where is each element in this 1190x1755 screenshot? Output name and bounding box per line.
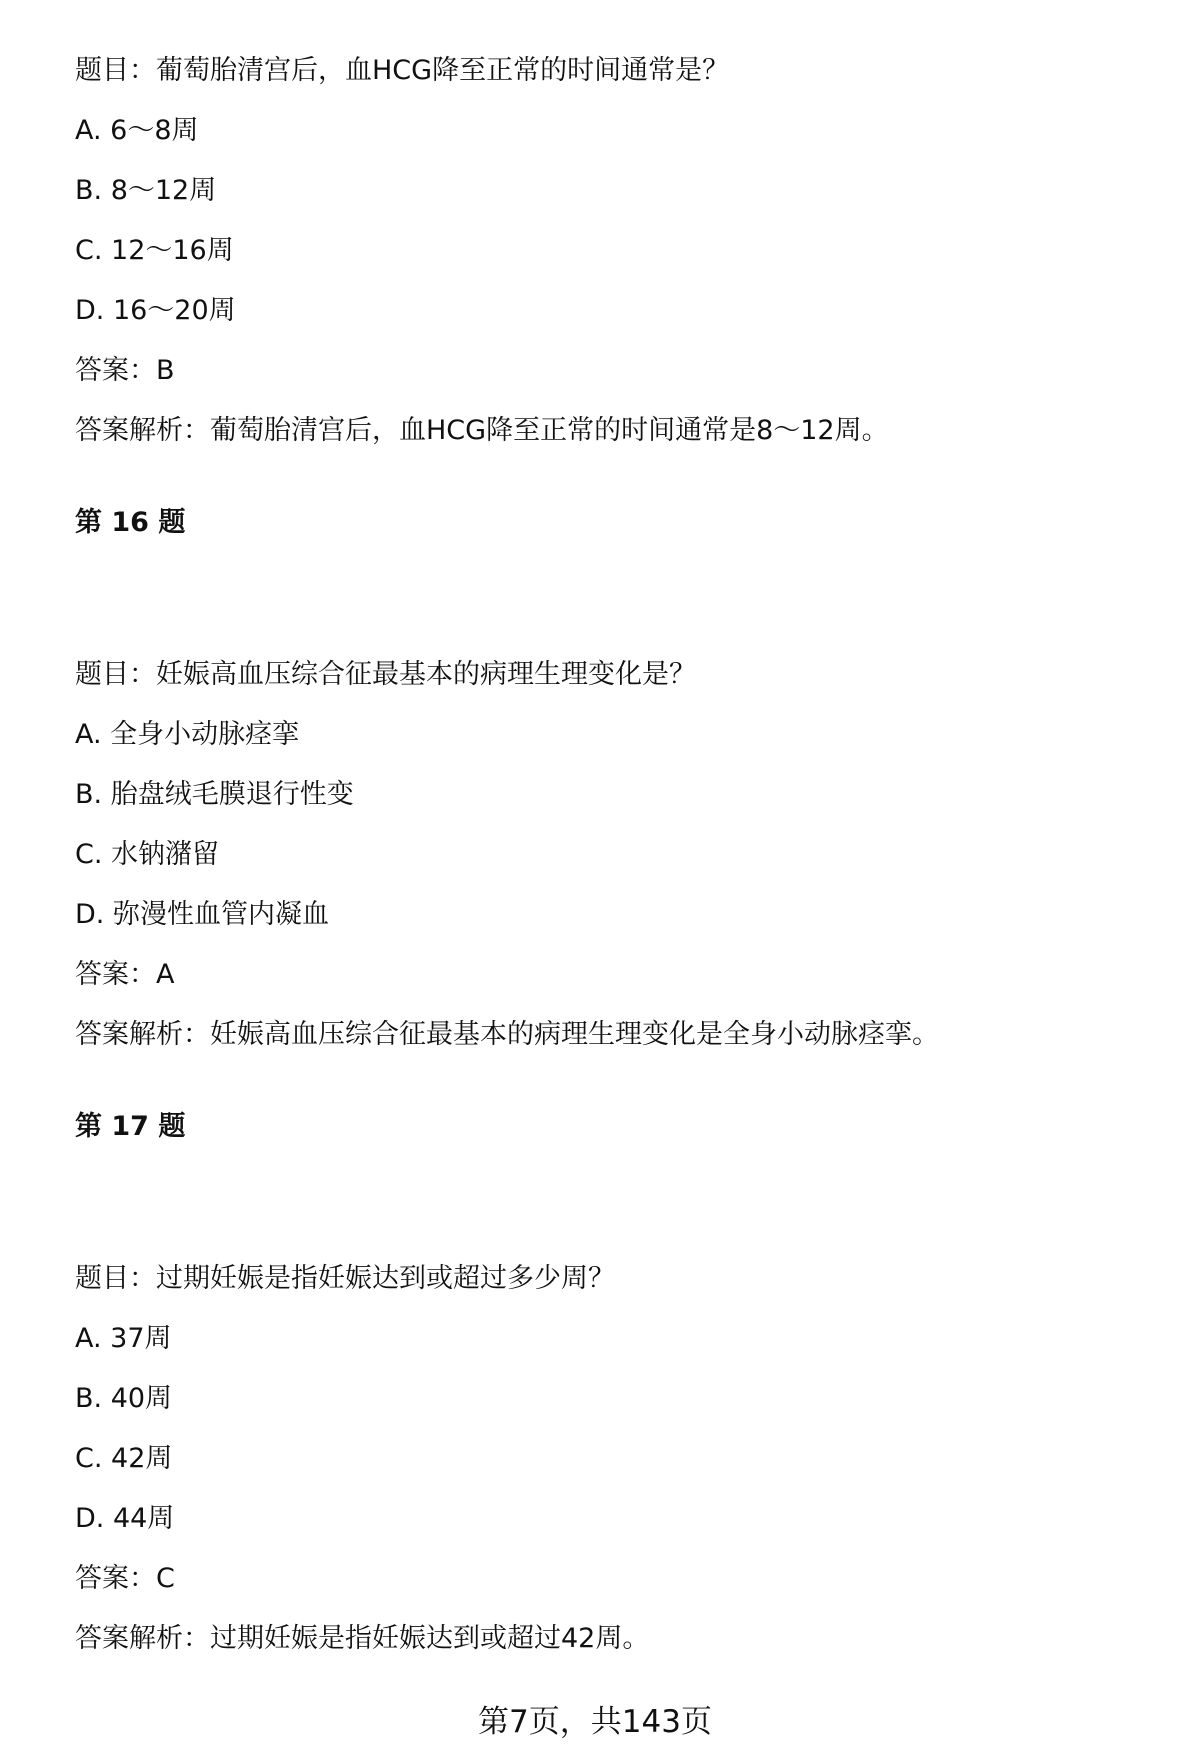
q16-explanation: 答案解析：妊娠高血压综合征最基本的病理生理变化是全身小动脉痉挛。 [75, 1019, 939, 1050]
q17-option-a: A. 37周 [75, 1323, 172, 1354]
q17-explanation: 答案解析：过期妊娠是指妊娠达到或超过42周。 [75, 1623, 650, 1654]
q15-option-a: A. 6～8周 [75, 115, 199, 146]
q16-option-d: D. 弥漫性血管内凝血 [75, 899, 329, 930]
q16-question: 题目：妊娠高血压综合征最基本的病理生理变化是？ [75, 659, 696, 690]
q17-option-c: C. 42周 [75, 1443, 173, 1474]
q15-option-d: D. 16～20周 [75, 295, 236, 326]
q16-answer: 答案：A [75, 959, 175, 990]
q16-option-c: C. 水钠潴留 [75, 839, 220, 870]
q16-option-a: A. 全身小动脉痉挛 [75, 719, 300, 750]
page-number-footer: 第7页，共143页 [478, 1704, 712, 1740]
q16-option-b: B. 胎盘绒毛膜退行性变 [75, 779, 354, 810]
q16-heading: 第 16 题 [75, 507, 186, 538]
q17-option-b: B. 40周 [75, 1383, 173, 1414]
q15-option-c: C. 12～16周 [75, 235, 234, 266]
q17-question: 题目：过期妊娠是指妊娠达到或超过多少周？ [75, 1263, 615, 1294]
q15-explanation: 答案解析：葡萄胎清宫后，血HCG降至正常的时间通常是8～12周。 [75, 415, 889, 446]
q15-question: 题目：葡萄胎清宫后，血HCG降至正常的时间通常是？ [75, 55, 730, 86]
q17-heading: 第 17 题 [75, 1111, 186, 1142]
q15-option-b: B. 8～12周 [75, 175, 217, 206]
q15-answer: 答案：B [75, 355, 175, 386]
q17-answer: 答案：C [75, 1563, 175, 1594]
q17-option-d: D. 44周 [75, 1503, 175, 1534]
